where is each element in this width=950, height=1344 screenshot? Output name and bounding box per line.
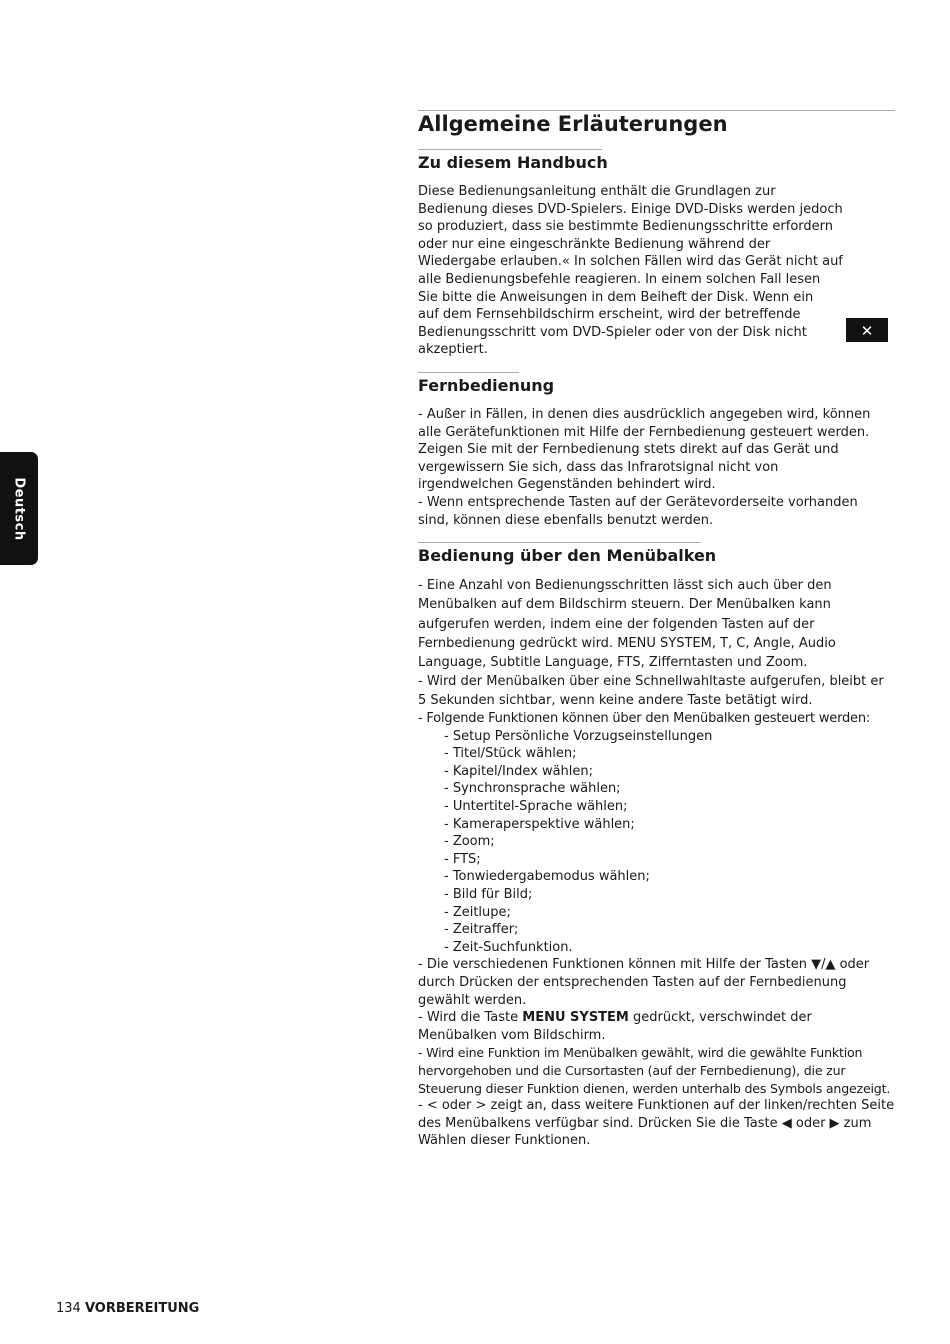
paragraph: - < oder > zeigt an, dass weitere Funktionen auf der linken/rechten Seite des Menübalkens verfügbar sind. Drücken Sie die Taste ◀ oder ▶ zum Wählen dieser Funktionen. [418, 1098, 895, 1149]
list-item: - Zeitraffer; [444, 922, 519, 938]
body-text: Diese Bedienungsanleitung enthält die Grundlagen zur Bedienung dieses DVD-Spielers. Einige DVD-Disks werden jedoch so produziert, dass sie bestimmte Bedienungsschritte erfordern oder nur eine eingeschränkte Bedienung während der Wiedergabe erlauben.« In solchen Fällen wird das Gerät nicht auf alle Bedienungsbefehle reagieren. In einem solchen Fall lesen Sie bitte die Anweisungen in dem Beiheft der Disk. Wenn ein [418, 184, 843, 305]
section-heading: Zu diesem Handbuch [418, 153, 608, 172]
list-item: - Synchronsprache wählen; [444, 781, 621, 797]
text: gedrückt, verschwindet der Menübalken vom Bildschirm. [418, 1010, 812, 1043]
language-tab [0, 452, 38, 565]
not-allowed-icon: ✕ [846, 318, 888, 342]
list-item: - Zoom; [444, 834, 495, 850]
list-item: - Untertitel-Sprache wählen; [444, 799, 628, 815]
paragraph: - Wird eine Funktion im Menübalken gewählt, wird die gewählte Funktion hervorgehoben und die Cursortasten (auf der Fernbedienung), die zur Steuerung dieser Funktion dienen, werden unterhalb des Symbols angezeigt. [418, 1045, 891, 1096]
section-heading: Bedienung über den Menübalken [418, 546, 717, 566]
list-item: - Kameraperspektive wählen; [444, 816, 635, 832]
section-fernbedienung [418, 372, 896, 529]
list-item: - Setup Persönliche Vorzugseinstellungen [444, 728, 713, 744]
paragraph: - Wenn entsprechende Tasten auf der Gerätevorderseite vorhanden sind, können diese ebenfalls benutzt werden. [418, 494, 858, 528]
page-footer [56, 1301, 199, 1316]
function-list [418, 728, 896, 957]
paragraph [418, 1009, 896, 1044]
section-menuebalken [418, 542, 896, 1150]
list-item: - Tonwiedergabemodus wählen; [444, 869, 650, 885]
key-name: MENU SYSTEM [522, 1010, 629, 1026]
list-item: - Bild für Bild; [444, 887, 533, 903]
section-handbuch [418, 149, 896, 359]
list-item: - Titel/Stück wählen; [444, 746, 577, 762]
section-body [418, 183, 896, 306]
section-heading: Fernbedienung [418, 375, 555, 395]
list-item: - Zeitlupe; [444, 904, 511, 920]
paragraph: - Außer in Fällen, in denen dies ausdrücklich angegeben wird, können alle Gerätefunktionen mit Hilfe der Fernbedienung gesteuert werden. Zeigen Sie mit der Fernbedienung stets direkt auf das Gerät und vergewissern Sie sich, dass das Infrarotsignal nicht von irgendwelchen Gegenständen behindert wird. [418, 406, 871, 493]
paragraph: - Eine Anzahl von Bedienungsschritten lässt sich auch über den Menübalken auf dem Bildschirm steuern. Der Menübalken kann aufgerufen werden, indem eine der folgenden Tasten auf der Fernbedienung gedrückt wird. MENU SYSTEM, T, C, Angle, Audio Language, Subtitle Language, FTS, Zifferntasten und Zoom. [418, 578, 836, 670]
text: - Wird die Taste [418, 1010, 523, 1026]
list-item: - FTS; [444, 851, 481, 867]
section-body-cont: auf dem Fernsehbildschirm erscheint, wird der betreffende Bedienungsschritt vom DVD-Spieler oder von der Disk nicht akzeptiert. [418, 307, 807, 358]
page-title: Allgemeine Erläuterungen [418, 112, 728, 136]
main-content [418, 110, 896, 1163]
paragraph: - Wird der Menübalken über eine Schnellwahltaste aufgerufen, bleibt er 5 Sekunden sichtbar, wenn keine andere Taste betätigt wird. [418, 674, 884, 709]
page-number: 134 [56, 1301, 81, 1316]
list-item: - Kapitel/Index wählen; [444, 763, 594, 779]
list-item: - Zeit-Suchfunktion. [444, 939, 573, 955]
paragraph: - Folgende Funktionen können über den Menübalken gesteuert werden: [418, 711, 871, 727]
paragraph: - Die verschiedenen Funktionen können mit Hilfe der Tasten ▼/▲ oder durch Drücken der entsprechenden Tasten auf der Fernbedienung gewählt werden. [418, 957, 870, 1008]
footer-section: VORBEREITUNG [84, 1301, 200, 1316]
language-tab-label: Deutsch [11, 476, 27, 541]
